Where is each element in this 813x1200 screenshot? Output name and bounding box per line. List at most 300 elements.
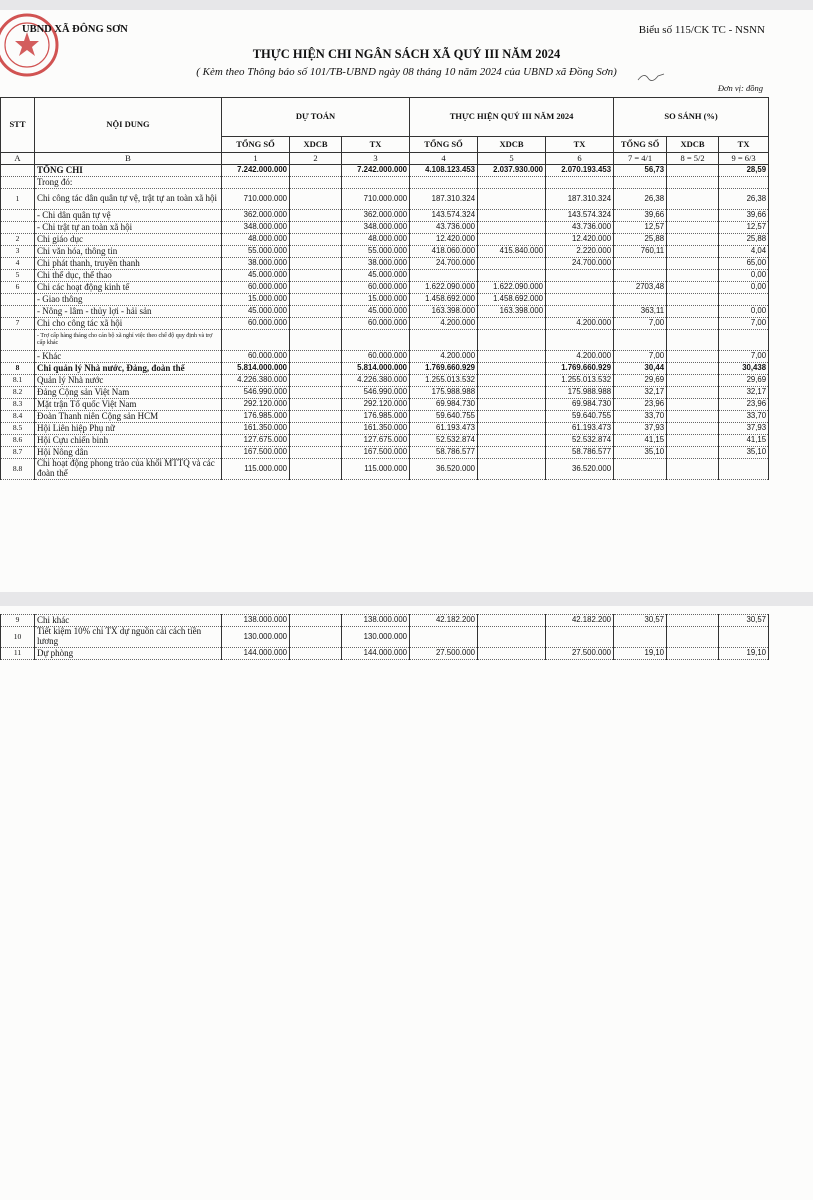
row-stt: 4 xyxy=(1,258,35,270)
row-value xyxy=(478,615,546,627)
table-row xyxy=(1,459,769,480)
row-value: 2703,48 xyxy=(614,282,667,294)
row-value: 7,00 xyxy=(719,318,769,330)
row-stt xyxy=(1,306,35,318)
row-value: 144.000.000 xyxy=(222,648,290,660)
row-value: 4.226.380.000 xyxy=(342,375,410,387)
row-value: 5.814.000.000 xyxy=(222,363,290,375)
col-tx: TX xyxy=(342,137,410,153)
table-row xyxy=(1,294,769,306)
row-value xyxy=(614,330,667,351)
row-value xyxy=(478,210,546,222)
row-value: 15.000.000 xyxy=(222,294,290,306)
row-value: 362.000.000 xyxy=(222,210,290,222)
row-value xyxy=(290,627,342,648)
col-xdcb: XDCB xyxy=(290,137,342,153)
row-description: - Nông - lâm - thủy lợi - hải sản xyxy=(35,306,222,318)
row-value xyxy=(478,447,546,459)
row-value xyxy=(222,330,290,351)
row-value: 176.985.000 xyxy=(342,411,410,423)
row-value xyxy=(342,177,410,189)
table-row xyxy=(1,258,769,270)
row-value: 45.000.000 xyxy=(342,306,410,318)
row-value: 163.398.000 xyxy=(410,306,478,318)
row-description: Chi khác xyxy=(35,615,222,627)
row-value: 4.200.000 xyxy=(410,351,478,363)
row-value xyxy=(290,318,342,330)
table-row xyxy=(1,222,769,234)
row-stt: 3 xyxy=(1,246,35,258)
row-value xyxy=(478,258,546,270)
row-value xyxy=(478,459,546,480)
table-row xyxy=(1,189,769,210)
row-stt: 8.2 xyxy=(1,387,35,399)
row-value xyxy=(546,294,614,306)
row-value: 56,73 xyxy=(614,165,667,177)
row-value: 418.060.000 xyxy=(410,246,478,258)
row-value: 25,88 xyxy=(614,234,667,246)
row-stt xyxy=(1,294,35,306)
row-value xyxy=(667,189,719,210)
row-value xyxy=(719,459,769,480)
row-value xyxy=(667,387,719,399)
row-value xyxy=(667,258,719,270)
row-value xyxy=(667,177,719,189)
index-cell: 9 = 6/3 xyxy=(719,153,769,165)
row-value xyxy=(614,294,667,306)
row-value xyxy=(290,447,342,459)
row-value: 65,00 xyxy=(719,258,769,270)
row-value xyxy=(478,351,546,363)
row-value xyxy=(478,411,546,423)
row-value: 176.985.000 xyxy=(222,411,290,423)
row-description: Hội Liên hiệp Phụ nữ xyxy=(35,423,222,435)
table-row xyxy=(1,330,769,351)
row-value xyxy=(478,189,546,210)
row-value: 710.000.000 xyxy=(222,189,290,210)
row-value xyxy=(667,411,719,423)
row-value: 4.108.123.453 xyxy=(410,165,478,177)
row-stt: 8.4 xyxy=(1,411,35,423)
row-value: 760,11 xyxy=(614,246,667,258)
row-description: Chi quản lý Nhà nước, Đảng, đoàn thể xyxy=(35,363,222,375)
row-value xyxy=(667,246,719,258)
row-value: 37,93 xyxy=(719,423,769,435)
row-value xyxy=(667,270,719,282)
row-value: 161.350.000 xyxy=(342,423,410,435)
unit-label: Đơn vị: đồng xyxy=(717,83,763,93)
row-value: 1.255.013.532 xyxy=(546,375,614,387)
col-tong-so: TỔNG SỐ xyxy=(614,137,667,153)
row-value xyxy=(478,330,546,351)
col-thuc-hien: THỰC HIỆN QUÝ III NĂM 2024 xyxy=(410,98,614,137)
row-value xyxy=(719,294,769,306)
row-description: - Chi dân quân tự vệ xyxy=(35,210,222,222)
row-value: 19,10 xyxy=(614,648,667,660)
row-value: 12,57 xyxy=(719,222,769,234)
index-cell: 5 xyxy=(478,153,546,165)
row-description: Chi công tác dân quân tự vệ, trật tự an toàn xã hội xyxy=(35,189,222,210)
row-value: 23,96 xyxy=(614,399,667,411)
row-value: 115.000.000 xyxy=(222,459,290,480)
index-cell: 1 xyxy=(222,153,290,165)
row-value: 59.640.755 xyxy=(546,411,614,423)
col-tx: TX xyxy=(546,137,614,153)
row-value: 55.000.000 xyxy=(342,246,410,258)
budget-table-continued xyxy=(0,614,769,660)
table-row xyxy=(1,318,769,330)
row-value xyxy=(478,387,546,399)
row-value xyxy=(478,435,546,447)
row-value: 187.310.324 xyxy=(410,189,478,210)
col-xdcb: XDCB xyxy=(478,137,546,153)
row-value xyxy=(667,375,719,387)
table-row xyxy=(1,435,769,447)
row-value xyxy=(546,177,614,189)
table-row xyxy=(1,399,769,411)
row-description: Trong đó: xyxy=(35,177,222,189)
row-value: 60.000.000 xyxy=(342,318,410,330)
row-value: 61.193.473 xyxy=(410,423,478,435)
report-subtitle: ( Kèm theo Thông báo số 101/TB-UBND ngày 08 tháng 10 năm 2024 của UBND xã Đồng Sơn) xyxy=(196,66,617,78)
row-value: 29,69 xyxy=(614,375,667,387)
row-value: 0,00 xyxy=(719,282,769,294)
row-value xyxy=(478,375,546,387)
row-value xyxy=(478,363,546,375)
row-value xyxy=(667,363,719,375)
row-value: 127.675.000 xyxy=(342,435,410,447)
row-description: - Chi trật tự an toàn xã hội xyxy=(35,222,222,234)
row-stt: 8.6 xyxy=(1,435,35,447)
row-stt: 8.1 xyxy=(1,375,35,387)
row-value xyxy=(290,282,342,294)
row-value: 5.814.000.000 xyxy=(342,363,410,375)
col-so-sanh: SO SÁNH (%) xyxy=(614,98,769,137)
row-value: 143.574.324 xyxy=(546,210,614,222)
row-value: 26,38 xyxy=(614,189,667,210)
row-value: 1.255.013.532 xyxy=(410,375,478,387)
row-value: 43.736.000 xyxy=(410,222,478,234)
row-description: Chi cho công tác xã hội xyxy=(35,318,222,330)
col-noi-dung: NỘI DUNG xyxy=(35,98,222,153)
table-row xyxy=(1,165,769,177)
row-value xyxy=(546,282,614,294)
row-value: 26,38 xyxy=(719,189,769,210)
table-row xyxy=(1,177,769,189)
row-value: 60.000.000 xyxy=(222,282,290,294)
index-row xyxy=(1,153,769,165)
row-description: Chi các hoạt động kinh tế xyxy=(35,282,222,294)
row-value xyxy=(667,282,719,294)
row-value xyxy=(614,258,667,270)
row-value: 30,57 xyxy=(614,615,667,627)
row-value: 39,66 xyxy=(719,210,769,222)
row-stt xyxy=(1,210,35,222)
row-value: 28,59 xyxy=(719,165,769,177)
col-tx: TX xyxy=(719,137,769,153)
row-value: 61.193.473 xyxy=(546,423,614,435)
row-value xyxy=(546,627,614,648)
row-stt: 8.5 xyxy=(1,423,35,435)
row-value: 12.420.000 xyxy=(410,234,478,246)
row-value xyxy=(290,387,342,399)
row-value: 45.000.000 xyxy=(222,270,290,282)
table-row xyxy=(1,615,769,627)
row-value: 69.984.730 xyxy=(546,399,614,411)
row-value: 25,88 xyxy=(719,234,769,246)
row-value: 30,44 xyxy=(614,363,667,375)
row-value xyxy=(546,330,614,351)
report-page-continued xyxy=(0,606,813,1200)
row-value: 29,69 xyxy=(719,375,769,387)
row-value: 4,04 xyxy=(719,246,769,258)
row-value xyxy=(478,399,546,411)
row-value xyxy=(478,222,546,234)
row-value xyxy=(546,306,614,318)
row-value: 4.200.000 xyxy=(410,318,478,330)
row-value: 7,00 xyxy=(614,351,667,363)
signature-scribble-icon xyxy=(636,70,666,84)
row-value: 2.220.000 xyxy=(546,246,614,258)
row-value xyxy=(478,423,546,435)
row-value: 32,17 xyxy=(719,387,769,399)
table-row xyxy=(1,246,769,258)
row-value: 4.200.000 xyxy=(546,318,614,330)
row-description: Đảng Cộng sản Việt Nam xyxy=(35,387,222,399)
row-stt xyxy=(1,177,35,189)
row-value xyxy=(290,459,342,480)
row-stt: 2 xyxy=(1,234,35,246)
row-value xyxy=(719,330,769,351)
row-value xyxy=(614,627,667,648)
row-value: 1.769.660.929 xyxy=(410,363,478,375)
row-value xyxy=(290,375,342,387)
row-value: 4.200.000 xyxy=(546,351,614,363)
row-description: - Trợ cấp hàng tháng cho cán bộ xã nghỉ việc theo chế độ quy định và trợ cấp khác xyxy=(35,330,222,351)
table-row xyxy=(1,387,769,399)
index-cell: 8 = 5/2 xyxy=(667,153,719,165)
row-value xyxy=(478,234,546,246)
row-value: 37,93 xyxy=(614,423,667,435)
row-value xyxy=(667,294,719,306)
row-value: 130.000.000 xyxy=(342,627,410,648)
row-value: 1.769.660.929 xyxy=(546,363,614,375)
row-value: 35,10 xyxy=(719,447,769,459)
row-value xyxy=(667,615,719,627)
form-number: Biểu số 115/CK TC - NSNN xyxy=(638,24,765,36)
table-row xyxy=(1,282,769,294)
row-description: Mặt trận Tổ quốc Việt Nam xyxy=(35,399,222,411)
report-page-top xyxy=(0,10,813,592)
row-value: 43.736.000 xyxy=(546,222,614,234)
row-value xyxy=(290,177,342,189)
row-value: 12,57 xyxy=(614,222,667,234)
row-value xyxy=(667,318,719,330)
row-description: Quản lý Nhà nước xyxy=(35,375,222,387)
row-value: 167.500.000 xyxy=(222,447,290,459)
row-stt: 8.8 xyxy=(1,459,35,480)
row-value: 19,10 xyxy=(719,648,769,660)
row-stt: 8 xyxy=(1,363,35,375)
row-value xyxy=(478,627,546,648)
row-value xyxy=(290,399,342,411)
row-value: 175.988.988 xyxy=(410,387,478,399)
row-value: 30,57 xyxy=(719,615,769,627)
index-cell: B xyxy=(35,153,222,165)
row-value: 1.622.090.000 xyxy=(478,282,546,294)
row-value: 24.700.000 xyxy=(410,258,478,270)
row-value: 187.310.324 xyxy=(546,189,614,210)
row-stt: 7 xyxy=(1,318,35,330)
table-row xyxy=(1,210,769,222)
row-stt: 8.7 xyxy=(1,447,35,459)
row-value: 1.458.692.000 xyxy=(478,294,546,306)
row-value: 33,70 xyxy=(719,411,769,423)
org-name: UBND XÃ ĐÔNG SƠN xyxy=(22,24,128,35)
row-value: 710.000.000 xyxy=(342,189,410,210)
row-stt: 10 xyxy=(1,627,35,648)
row-value xyxy=(290,306,342,318)
row-value xyxy=(342,330,410,351)
row-value xyxy=(290,351,342,363)
table-row xyxy=(1,447,769,459)
row-value xyxy=(290,246,342,258)
row-value xyxy=(290,222,342,234)
row-value: 138.000.000 xyxy=(222,615,290,627)
row-description: Đoàn Thanh niên Cộng sản HCM xyxy=(35,411,222,423)
row-value: 38.000.000 xyxy=(342,258,410,270)
row-description: Chi thể dục, thể thao xyxy=(35,270,222,282)
row-value: 1.622.090.000 xyxy=(410,282,478,294)
row-stt: 9 xyxy=(1,615,35,627)
row-value: 415.840.000 xyxy=(478,246,546,258)
row-value: 138.000.000 xyxy=(342,615,410,627)
row-description: Chi giáo dục xyxy=(35,234,222,246)
col-stt: STT xyxy=(1,98,35,153)
row-value xyxy=(290,258,342,270)
row-value xyxy=(719,627,769,648)
row-value xyxy=(667,459,719,480)
row-value: 30,438 xyxy=(719,363,769,375)
row-value xyxy=(290,189,342,210)
row-value: 58.786.577 xyxy=(546,447,614,459)
row-value: 36.520.000 xyxy=(546,459,614,480)
row-value: 1.458.692.000 xyxy=(410,294,478,306)
row-value: 52.532.874 xyxy=(410,435,478,447)
row-value xyxy=(667,435,719,447)
row-value: 0,00 xyxy=(719,270,769,282)
row-value xyxy=(410,627,478,648)
row-value xyxy=(290,411,342,423)
row-description: Chi hoạt động phong trào của khối MTTQ và các đoàn thể xyxy=(35,459,222,480)
row-value xyxy=(719,177,769,189)
row-description: TỔNG CHI xyxy=(35,165,222,177)
row-value: 36.520.000 xyxy=(410,459,478,480)
col-tong-so: TỔNG SỐ xyxy=(410,137,478,153)
row-value: 58.786.577 xyxy=(410,447,478,459)
row-value: 60.000.000 xyxy=(222,318,290,330)
table-row xyxy=(1,375,769,387)
row-value xyxy=(478,270,546,282)
row-value xyxy=(614,459,667,480)
row-value: 39,66 xyxy=(614,210,667,222)
row-description: Hội Cựu chiến binh xyxy=(35,435,222,447)
row-value xyxy=(667,351,719,363)
report-title: THỰC HIỆN CHI NGÂN SÁCH XÃ QUÝ III NĂM 2024 xyxy=(252,47,561,61)
row-value: 2.070.193.453 xyxy=(546,165,614,177)
row-value: 348.000.000 xyxy=(222,222,290,234)
row-value xyxy=(667,423,719,435)
row-stt: 6 xyxy=(1,282,35,294)
row-value xyxy=(667,306,719,318)
table-body xyxy=(1,153,769,480)
row-value xyxy=(290,210,342,222)
row-value: 546.990.000 xyxy=(342,387,410,399)
row-value xyxy=(290,270,342,282)
row-value: 0,00 xyxy=(719,306,769,318)
row-value: 32,17 xyxy=(614,387,667,399)
table-row xyxy=(1,423,769,435)
row-stt xyxy=(1,351,35,363)
row-value: 60.000.000 xyxy=(342,351,410,363)
col-tong-so: TỔNG SỐ xyxy=(222,137,290,153)
row-value: 348.000.000 xyxy=(342,222,410,234)
row-value: 161.350.000 xyxy=(222,423,290,435)
row-value xyxy=(667,447,719,459)
row-description: Chi văn hóa, thông tin xyxy=(35,246,222,258)
row-value xyxy=(290,294,342,306)
row-value: 363,11 xyxy=(614,306,667,318)
row-value: 175.988.988 xyxy=(546,387,614,399)
row-stt xyxy=(1,330,35,351)
row-value xyxy=(614,270,667,282)
row-value: 127.675.000 xyxy=(222,435,290,447)
table-row xyxy=(1,234,769,246)
table-row xyxy=(1,351,769,363)
row-value xyxy=(667,399,719,411)
row-value xyxy=(290,435,342,447)
row-value: 23,96 xyxy=(719,399,769,411)
row-stt: 5 xyxy=(1,270,35,282)
row-value: 45.000.000 xyxy=(222,306,290,318)
row-value: 2.037.930.000 xyxy=(478,165,546,177)
row-description: - Khác xyxy=(35,351,222,363)
row-description: Dự phòng xyxy=(35,648,222,660)
row-value xyxy=(478,177,546,189)
row-value: 48.000.000 xyxy=(342,234,410,246)
row-value xyxy=(290,330,342,351)
row-value xyxy=(614,177,667,189)
row-value: 546.990.000 xyxy=(222,387,290,399)
table-row xyxy=(1,270,769,282)
row-description: - Giao thông xyxy=(35,294,222,306)
row-value xyxy=(667,330,719,351)
row-stt xyxy=(1,165,35,177)
col-xdcb: XDCB xyxy=(667,137,719,153)
row-value: 167.500.000 xyxy=(342,447,410,459)
table-row xyxy=(1,306,769,318)
index-cell: 2 xyxy=(290,153,342,165)
row-value xyxy=(667,210,719,222)
row-value xyxy=(290,648,342,660)
row-value: 15.000.000 xyxy=(342,294,410,306)
index-cell: 7 = 4/1 xyxy=(614,153,667,165)
row-value: 55.000.000 xyxy=(222,246,290,258)
row-value xyxy=(290,165,342,177)
index-cell: A xyxy=(1,153,35,165)
row-description: Tiết kiệm 10% chi TX dự nguồn cải cách tiền lương xyxy=(35,627,222,648)
table-body-continued xyxy=(1,615,769,660)
